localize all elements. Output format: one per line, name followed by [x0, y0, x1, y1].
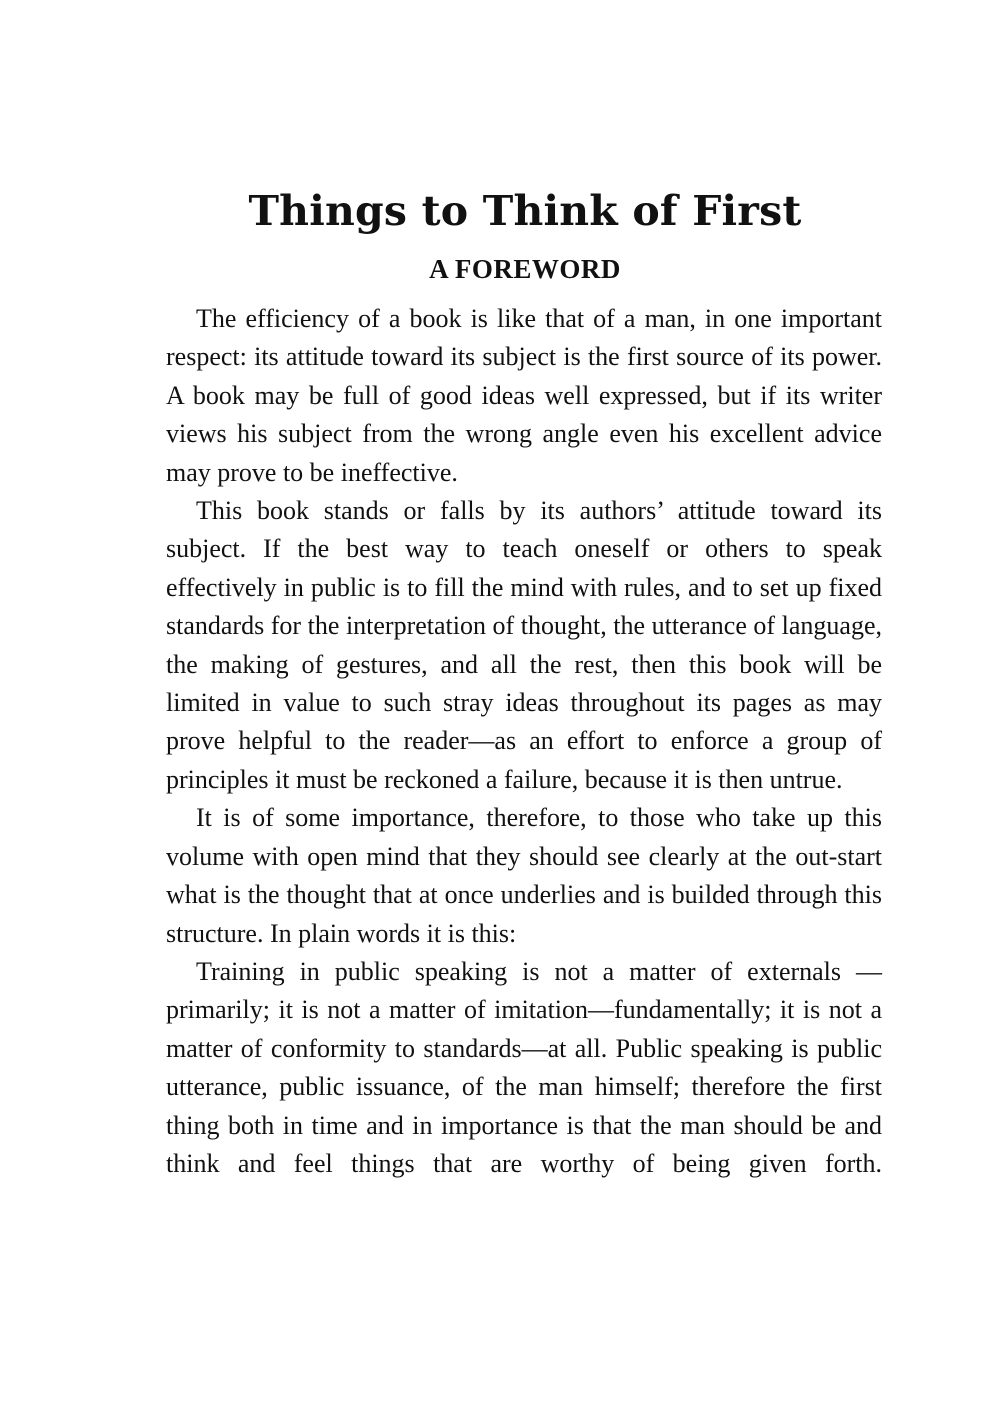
paragraph: It is of some importance, therefore, to those who take up this volume with open mind that they should see clearly at the out-start what is the thought that at once underlies and is builded through this structure. In plain words it is this:: [166, 803, 882, 948]
body-text: [166, 300, 882, 1183]
paragraph: Training in public speaking is not a matter of externals —primarily; it is not a matter of imitation—fundamentally; it is not a matter of conformity to standards—at all. Public speaking is public utterance, public issuance, of the man himself; therefore the first thing both in time and in importance is that the man should be and think and feel things that are worthy of being given forth.: [166, 956, 882, 1178]
page-title: Things to Think of First: [248, 187, 802, 235]
paragraph: This book stands or falls by its authors’ attitude toward its subject. If the best way to teach oneself or others to speak effectively in public is to fill the mind with rules, and to set up fixed standards for the interpretation of thought, the utterance of language, the making of gestures, and all the rest, then this book will be limited in value to such stray ideas throughout its pages as may prove helpful to the reader—as an effort to enforce a group of principles it must be reckoned a failure, because it is then untrue.: [166, 496, 882, 794]
paragraph: The efficiency of a book is like that of a man, in one important respect: its attitude toward its subject is the first source of its power. A book may be full of good ideas well expressed, but if its writer views his subject from the wrong angle even his excellent advice may prove to be ineffective.: [166, 304, 882, 487]
page-subtitle: A FOREWORD: [429, 254, 621, 284]
